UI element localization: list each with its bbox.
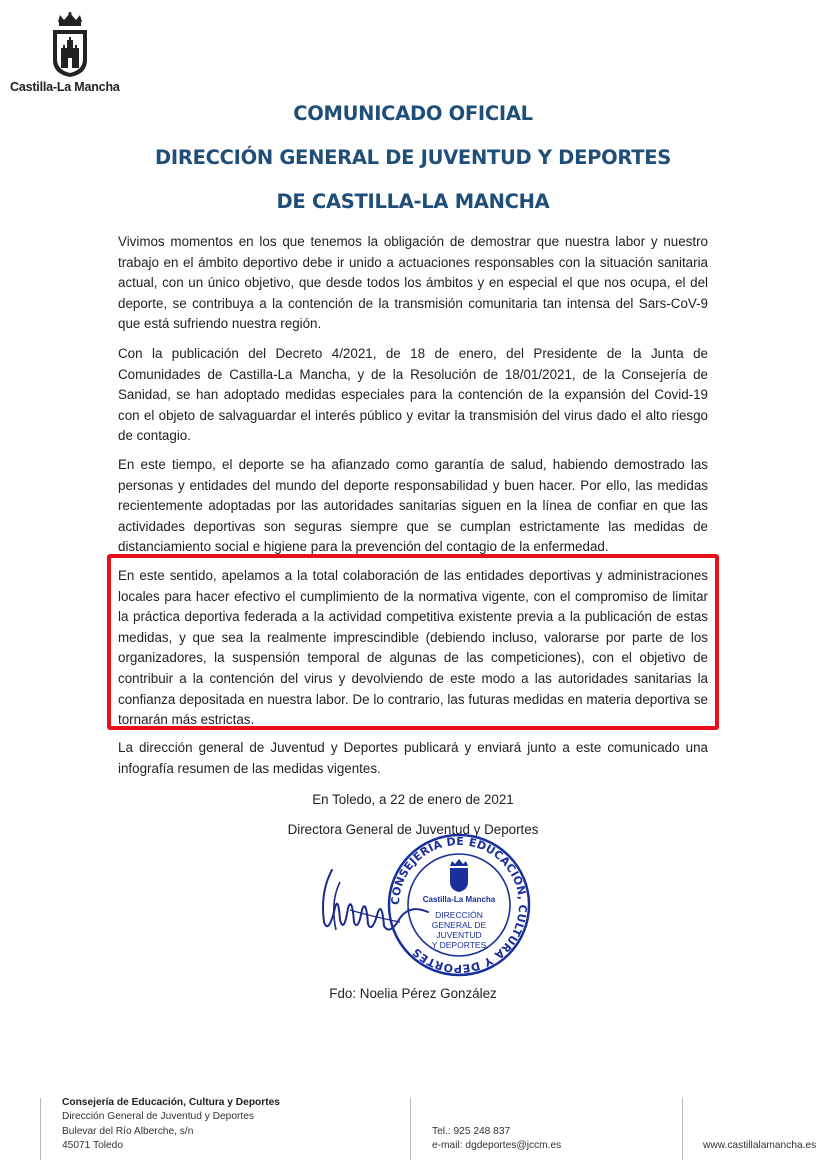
signed-by: Fdo: Noelia Pérez González [329, 986, 497, 1001]
stamp-crest-icon [450, 859, 468, 892]
official-stamp [384, 830, 534, 980]
footer-divider [410, 1098, 411, 1160]
footer-org-department: Dirección General de Juventud y Deportes [62, 1111, 254, 1123]
footer-contact [432, 1125, 561, 1154]
body-paragraph-3: En este tiempo, el deporte se ha afianzado como garantía de salud, habiendo demostrado las personas y entidades del mundo del deporte responsabilidad y buen hacer. Por ello, las medidas recientemente adoptadas por las autoridades sanitarias siguen en la línea de confiar en que las actividades deportivas son seguras siempre que se cumplan estrictamente las medidas de distanciamiento social e higiene para la prevención del contagio de la enfermedad. [118, 457, 708, 555]
footer-website[interactable]: www.castillalamancha.es [703, 1140, 817, 1151]
footer-divider [682, 1098, 683, 1160]
body-paragraph-4-highlighted: En este sentido, apelamos a la total colaboración de las entidades deportivas y administraciones locales para hacer efectivo el cumplimiento de la normativa vigente, con el compromiso de limitar la práctica deportiva federada a la actividad competitiva existente previa a la publicación de estas medidas, y que sea la realmente imprescindible (debiendo incluso, valorarse por parte de los organizadores, la suspensión temporal de algunas de las competiciones), con el objetivo de contribuir a la contención del virus y devolviendo de este modo a las autoridades sanitarias la confianza depositada en nuestra labor. De lo contrario, las futuras medidas en materia deportiva se tornarán más estrictas. [118, 568, 708, 728]
footer-organization [62, 1096, 280, 1154]
logo-wordmark: Castilla-La Mancha [10, 80, 120, 94]
director-title: Directora General de Juventud y Deportes [287, 822, 539, 837]
date-line: En Toledo, a 22 de enero de 2021 [312, 792, 514, 807]
footer-org-name: Consejería de Educación, Cultura y Deportes [62, 1097, 280, 1108]
stamp-center-line-2: GENERAL DE [431, 920, 487, 930]
document-title-line-1: COMUNICADO OFICIAL [293, 102, 533, 125]
stamp-center-line-4: Y DEPORTES [431, 940, 487, 950]
page-footer [0, 1088, 826, 1169]
body-paragraph-2: Con la publicación del Decreto 4/2021, de 18 de enero, del Presidente de la Junta de Comunidades de Castilla-La Mancha, y de la Resolución de 18/01/2021, de la Consejería de Sanidad, se han adoptado medidas especiales para la contención de la expansión del Covid-19 con el objeto de salvaguardar el interés público y evitar la transmisión del virus dado el alto riesgo de contagio. [118, 346, 708, 444]
footer-address-line-2: 45071 Toledo [62, 1140, 123, 1152]
footer-divider [40, 1098, 41, 1160]
castilla-la-mancha-logo [10, 8, 132, 98]
body-paragraph-1: Vivimos momentos en los que tenemos la obligación de demostrar que nuestra labor y nuestro trabajo en el ámbito deportivo debe ir unido a actuaciones responsables con la situación sanitaria actual, con un único objetivo, que desde todos los ámbitos y en especial el que nos ocupa, el del deporte, se contribuya a la contención de la transmisión comunitaria tan intensa del Sars-CoV-9 que está sufriendo nuestra región. [118, 234, 708, 332]
stamp-ring-text: CONSEJERÍA DE EDUCACIÓN, CULTURA Y DEPORTES [388, 834, 530, 976]
stamp-center-line-1: DIRECCIÓN [435, 910, 483, 920]
body-paragraph-5: La dirección general de Juventud y Deportes publicará y enviará junto a este comunicado una infografía resumen de las medidas vigentes. [118, 740, 708, 776]
castle-crown-icon [50, 12, 90, 78]
document-title-line-3: DE CASTILLA-LA MANCHA [276, 190, 550, 213]
footer-phone: Tel.: 925 248 837 [432, 1126, 511, 1137]
stamp-center-line-3: JUVENTUD [436, 930, 482, 940]
footer-email[interactable]: e-mail: dgdeportes@jccm.es [432, 1140, 562, 1152]
document-title-line-2: DIRECCIÓN GENERAL DE JUVENTUD Y DEPORTES [155, 146, 671, 169]
footer-address-line-1: Bulevar del Río Alberche, s/n [62, 1125, 194, 1137]
stamp-brand: Castilla-La Mancha [422, 895, 496, 904]
